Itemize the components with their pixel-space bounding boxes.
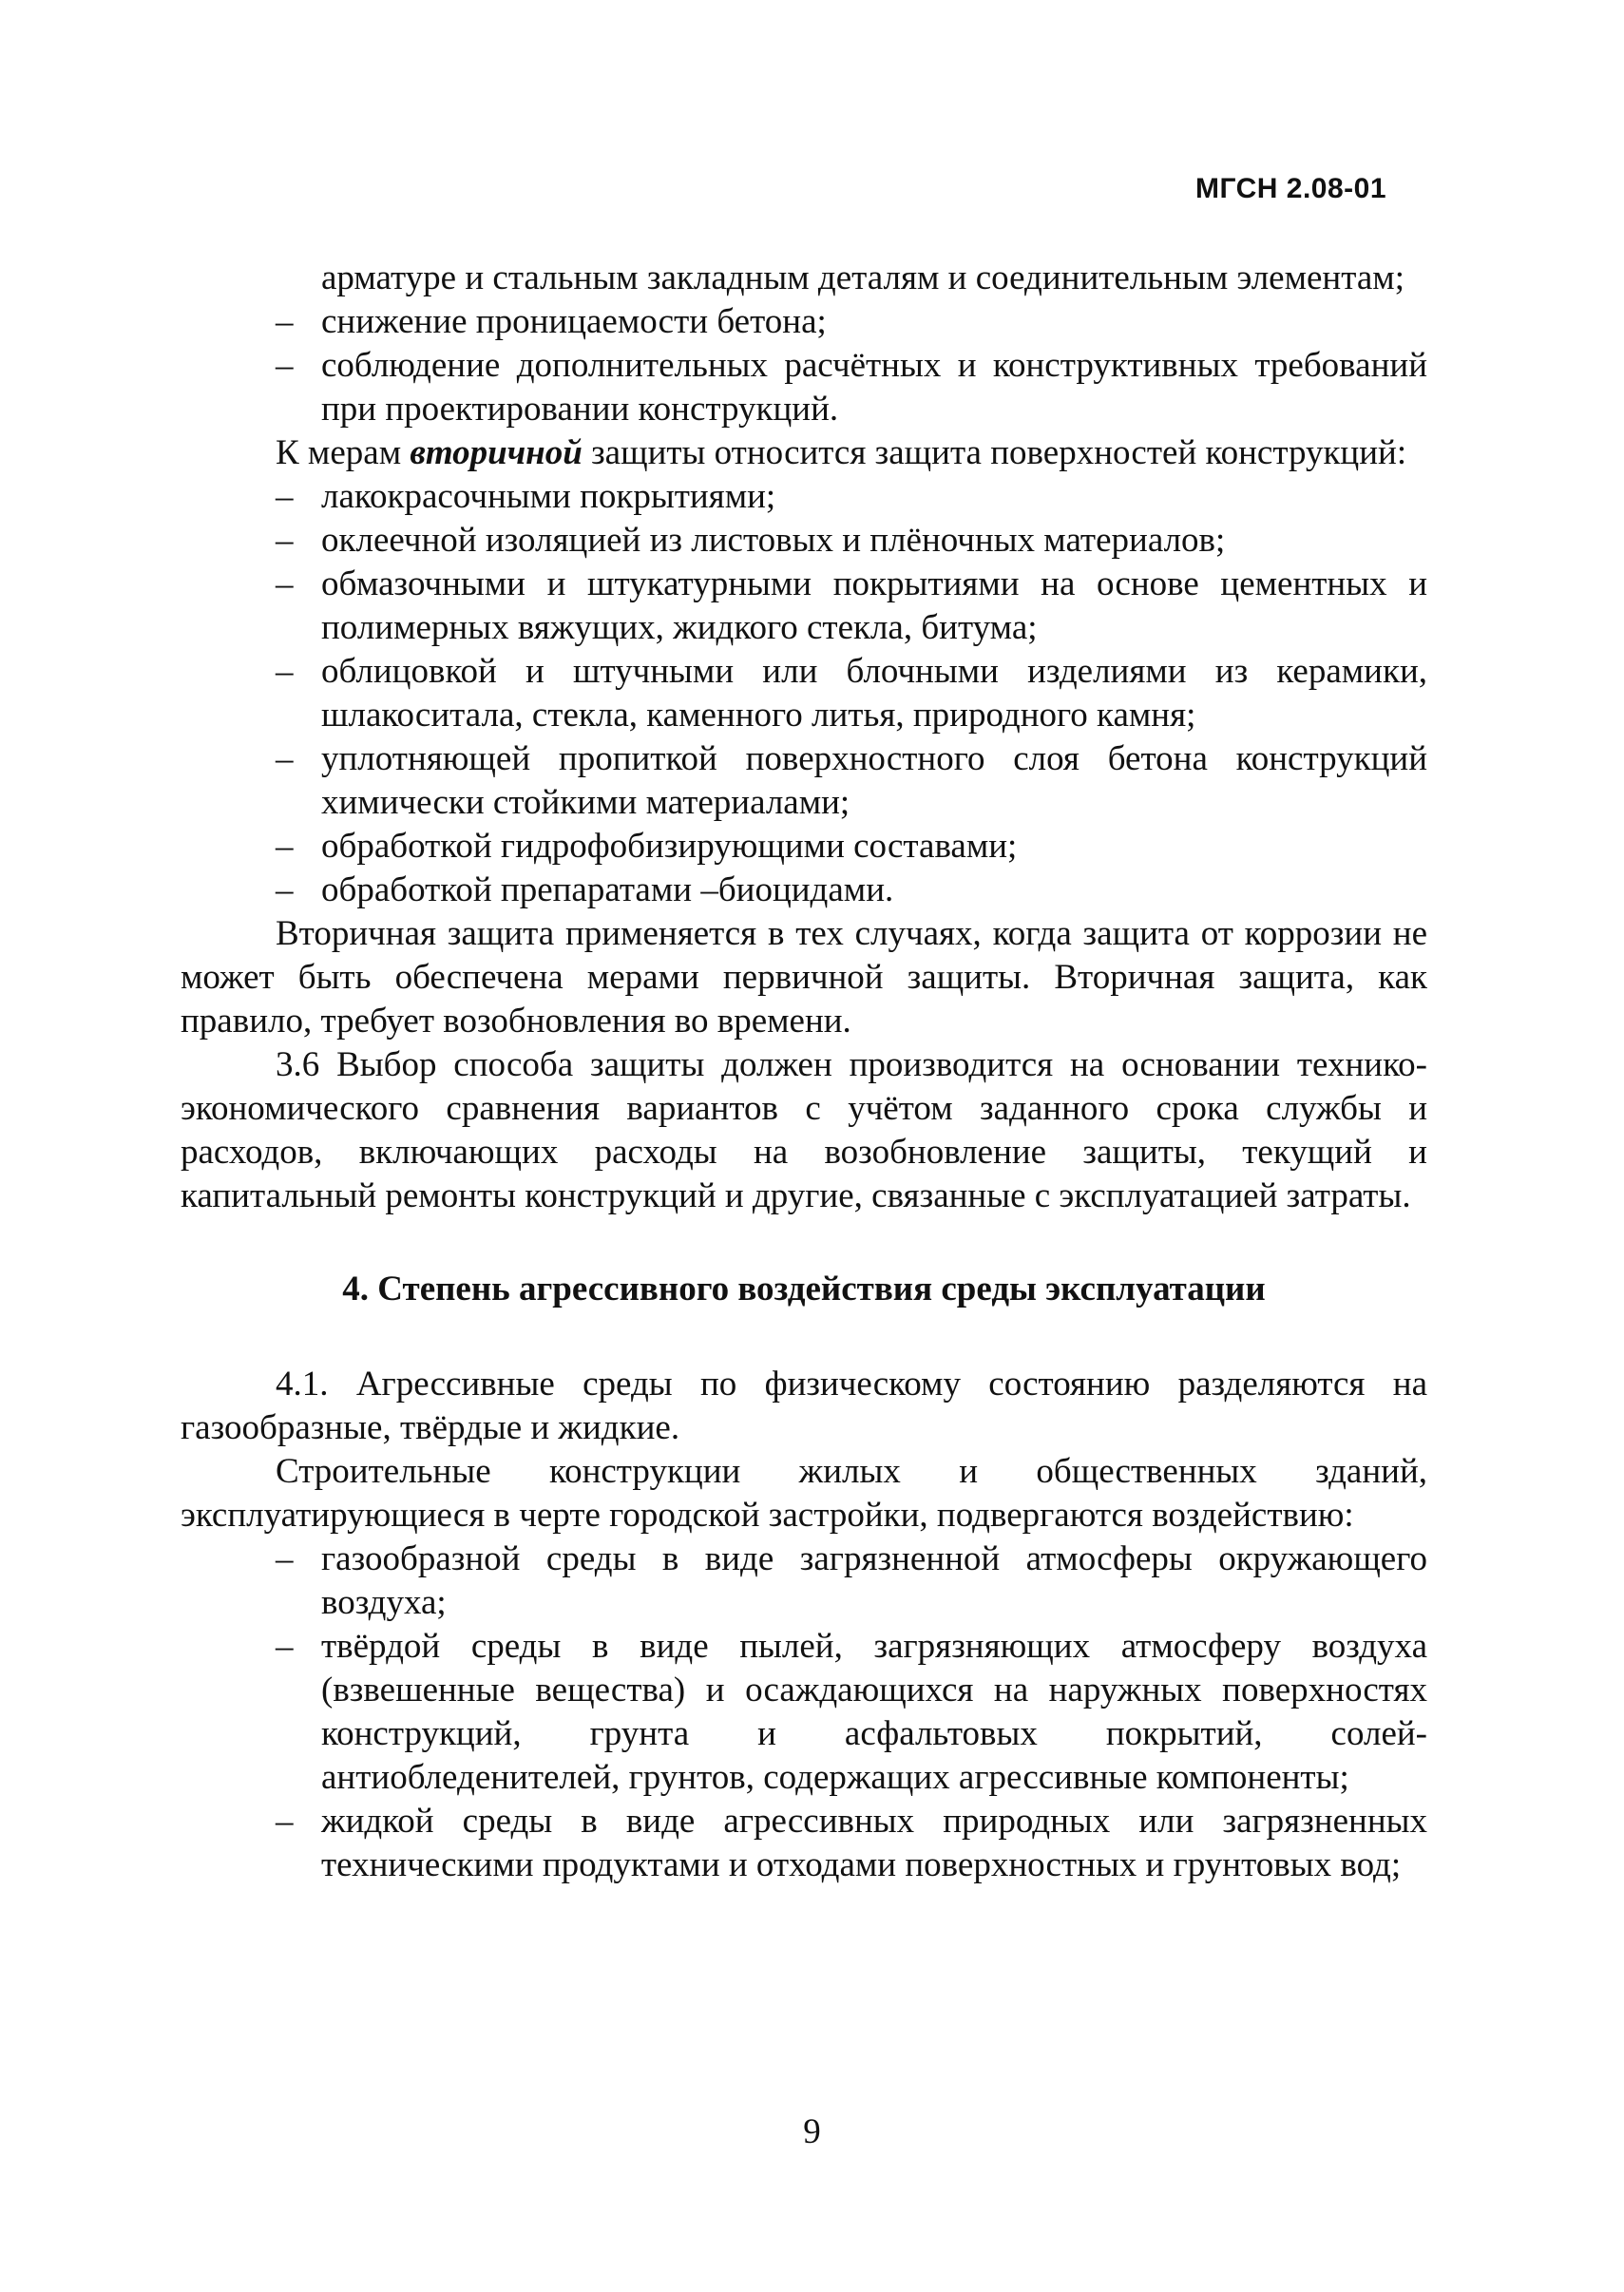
environment-list <box>181 1538 1427 1887</box>
list-item-text: снижение проницаемости бетона; <box>321 302 827 341</box>
page-number: 9 <box>803 2112 821 2151</box>
list-item-text: жидкой среды в виде агрессивных природных или загрязненных техническими продуктами и отходами поверхностных и грунтовых вод; <box>321 1802 1427 1884</box>
dash-marker: – <box>276 870 294 909</box>
dash-marker: – <box>276 827 294 866</box>
list-item-text: уплотняющей пропиткой поверхностного слоя бетона конструкций химически стойкими материалами; <box>321 739 1427 822</box>
list-item <box>276 563 1427 650</box>
list-item <box>276 869 1427 912</box>
clause-3-6: 3.6 Выбор способа защиты должен производится на основании технико-экономического сравнения вариантов с учётом заданного срока службы и расходов, включающих расходы на возобновление защиты, текущий и капитальный ремонты конструкций и другие, связанные с эксплуатацией затраты. <box>181 1045 1427 1215</box>
list-item-text: облицовкой и штучными или блочными изделиями из керамики, шлакоситала, стекла, каменного литья, природного камня; <box>321 652 1427 735</box>
dash-marker: – <box>276 739 294 778</box>
list-item-text: твёрдой среды в виде пылей, загрязняющих атмосферу воздуха (взвешенные вещества) и осаждающихся на наружных поверхностях конструкций, грунта и асфальтовых покрытий, солей-антиобледенителей, грунтов, содержащих агрессивные компоненты; <box>321 1627 1427 1797</box>
list-item <box>276 825 1427 869</box>
list-item <box>276 737 1427 825</box>
secondary-protection-note: Вторичная защита применяется в тех случаях, когда защита от коррозии не может быть обеспечена мерами первичной защиты. Вторичная защита, как правило, требует возобновления во времени. <box>181 914 1427 1041</box>
list-item-text: лакокрасочными покрытиями; <box>321 477 776 516</box>
list-item <box>276 519 1427 563</box>
page-body <box>181 257 1427 1887</box>
environment-intro: Строительные конструкции жилых и общественных зданий, эксплуатирующиеся в черте городской застройки, подвергаются воздействию: <box>181 1452 1427 1535</box>
dash-marker: – <box>276 346 294 385</box>
secondary-protection-list <box>181 475 1427 912</box>
list-item <box>276 1538 1427 1625</box>
dash-marker: – <box>276 1539 294 1578</box>
list-item <box>276 475 1427 519</box>
emphasis-word: вторичной <box>410 433 583 472</box>
section-4-title: 4. Степень агрессивного воздействия среды эксплуатации <box>342 1270 1266 1308</box>
continuation-text: арматуре и стальным закладным деталям и соединительным элементам; <box>321 258 1404 297</box>
document-code: МГСН 2.08-01 <box>1195 173 1387 204</box>
list-item <box>276 1625 1427 1800</box>
dash-marker: – <box>276 564 294 603</box>
list-item-text: обмазочными и штукатурными покрытиями на основе цементных и полимерных вяжущих, жидкого стекла, битума; <box>321 564 1427 647</box>
dash-marker: – <box>276 521 294 560</box>
dash-marker: – <box>276 477 294 516</box>
dash-marker: – <box>276 302 294 341</box>
list-item-text: обработкой гидрофобизирующими составами; <box>321 827 1018 866</box>
list-item <box>276 650 1427 737</box>
list-item-text: газообразной среды в виде загрязненной атмосферы окружающего воздуха; <box>321 1539 1427 1622</box>
list-item <box>276 1800 1427 1887</box>
dash-marker: – <box>276 652 294 691</box>
primary-protection-list <box>181 300 1427 431</box>
list-item-text: оклеечной изоляцией из листовых и плёночных материалов; <box>321 521 1226 560</box>
intro-text-before: К мерам <box>276 433 411 472</box>
secondary-protection-intro <box>181 431 1427 475</box>
clause-4-1: 4.1. Агрессивные среды по физическому состоянию разделяются на газообразные, твёрдые и жидкие. <box>181 1365 1427 1447</box>
dash-marker: – <box>276 1627 294 1666</box>
list-item-text: обработкой препаратами –биоцидами. <box>321 870 894 909</box>
dash-marker: – <box>276 1802 294 1841</box>
list-item <box>276 344 1427 431</box>
list-item-text: соблюдение дополнительных расчётных и конструктивных требований при проектировании конструкций. <box>321 346 1427 429</box>
intro-text-after: защиты относится защита поверхностей конструкций: <box>582 433 1407 472</box>
list-item <box>276 300 1427 344</box>
